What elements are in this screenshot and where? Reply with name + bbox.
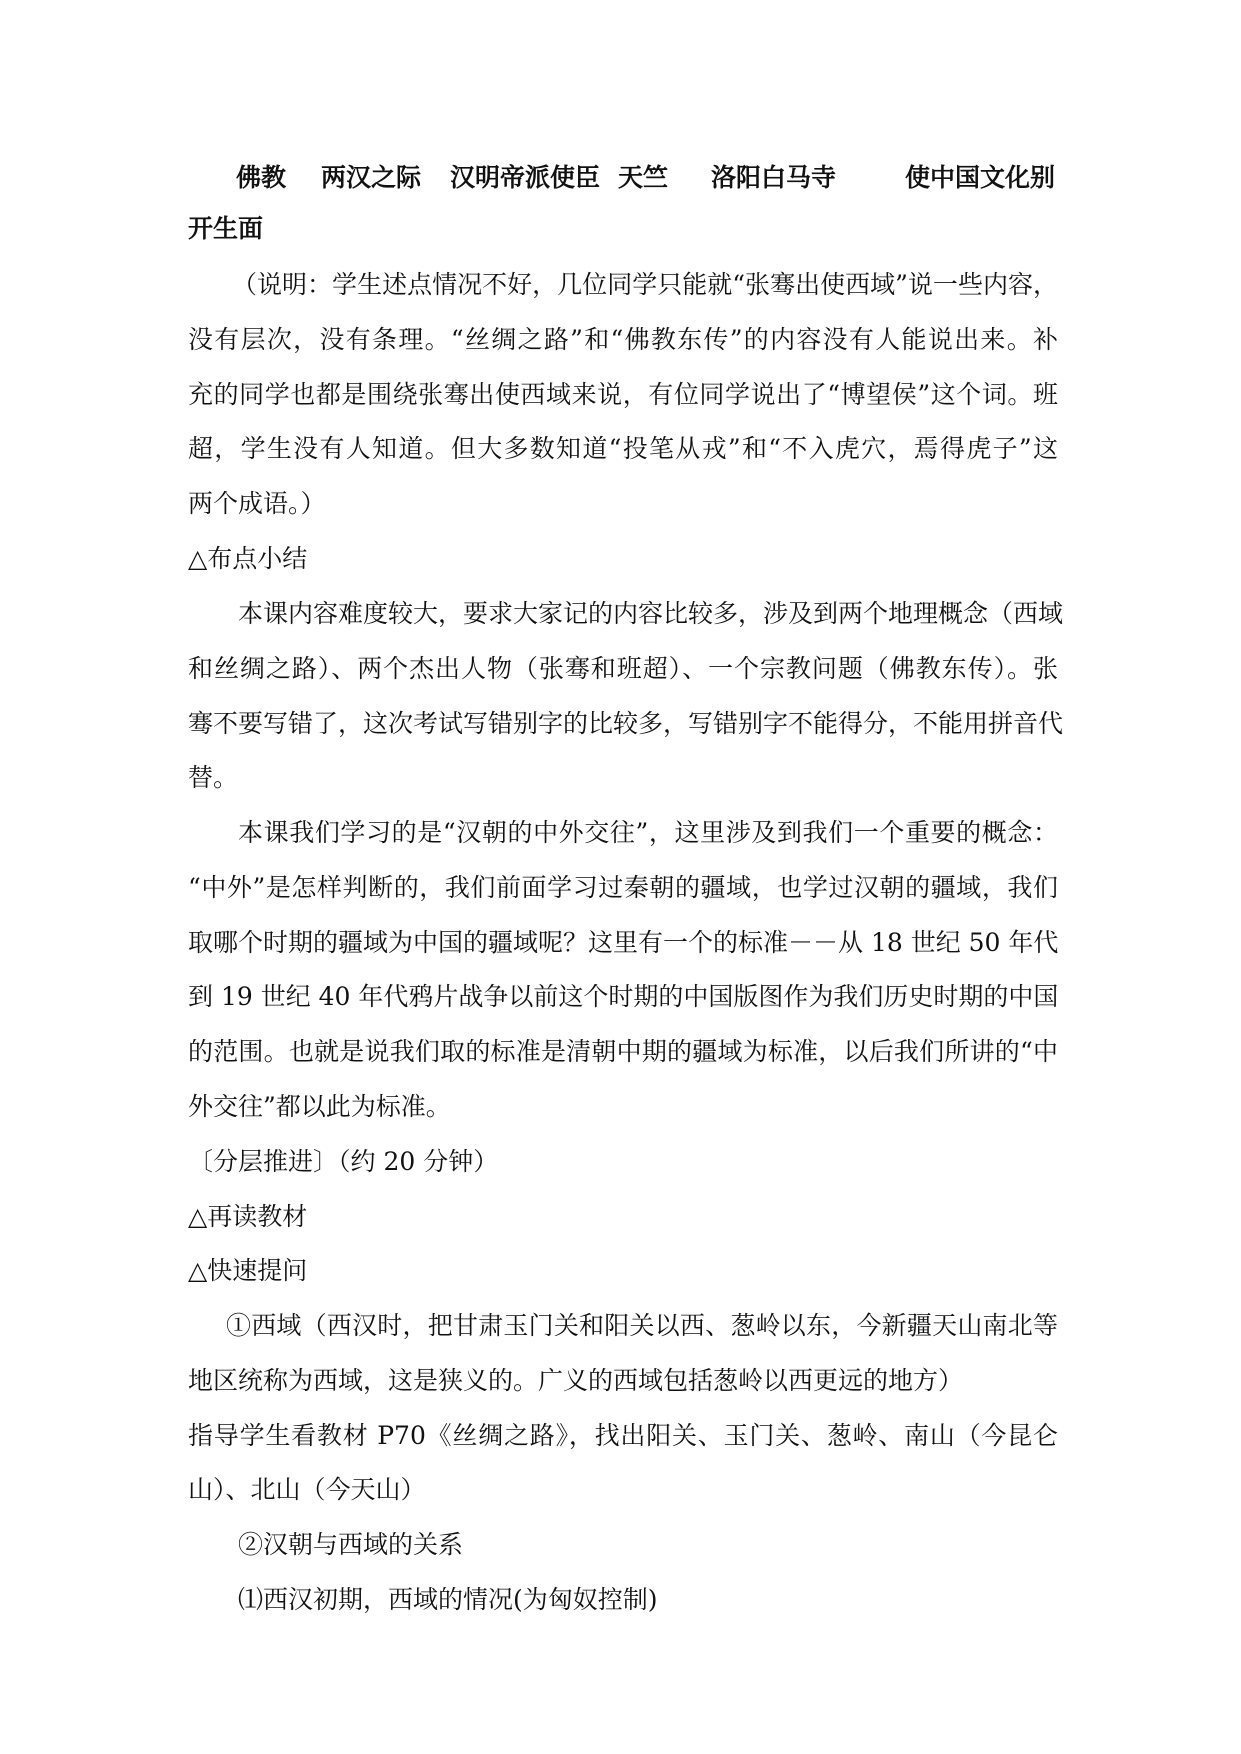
guidance-line: 山）、北山（今天山） [188, 1475, 426, 1504]
heading-part-culture: 使中国文化别 [905, 163, 1056, 192]
note-line: （说明：学生述点情况不好，几位同学只能就“张骞出使西域”说一些内容， [232, 270, 1058, 299]
guidance-line: 指导学生看教材 P70《丝绸之路》，找出阳关、玉门关、葱岭、南山（今昆仑 [188, 1421, 1058, 1450]
step-reread: △再读教材 [188, 1202, 308, 1231]
item-1-line: ①西域（西汉时，把甘肃玉门关和阳关以西、葱岭以东，今新疆天山南北等 [226, 1311, 1058, 1340]
note-line: 没有层次，没有条理。“丝绸之路”和“佛教东传”的内容没有人能说出来。补 [188, 325, 1058, 354]
note-line: 超，学生没有人知道。但大多数知道“投笔从戎”和“不入虎穴，焉得虎子”这 [188, 434, 1058, 463]
summary-p2-line: 到 19 世纪 40 年代鸦片战争以前这个时期的中国版图作为我们历史时期的中国 [188, 982, 1059, 1011]
summary-p2-line: 本课我们学习的是“汉朝的中外交往”，这里涉及到我们一个重要的概念： [238, 818, 1058, 847]
item-2-heading: ②汉朝与西域的关系 [238, 1530, 464, 1559]
note-line: 两个成语。） [188, 489, 326, 518]
summary-p1-line: 替。 [188, 763, 239, 792]
summary-p2-line: “中外”是怎样判断的，我们前面学习过秦朝的疆域，也学过汉朝的疆域，我们 [188, 873, 1058, 902]
heading-part-period: 两汉之际 [321, 163, 422, 192]
summary-p1-line: 和丝绸之路）、两个杰出人物（张骞和班超）、一个宗教问题（佛教东传）。张 [188, 654, 1058, 683]
summary-p2-line: 取哪个时期的疆域为中国的疆域呢？这里有一个的标准－－从 18 世纪 50 年代 [188, 928, 1059, 957]
summary-p2-line: 外交往”都以此为标准。 [188, 1092, 451, 1121]
summary-p1-line: 本课内容难度较大，要求大家记的内容比较多，涉及到两个地理概念（西域 [238, 599, 1064, 628]
summary-p2-line: 的范围。也就是说我们取的标准是清朝中期的疆域为标准，以后我们所讲的“中 [188, 1037, 1058, 1066]
heading-part-buddhism: 佛教 [236, 163, 287, 192]
item-1-line: 地区统称为西域，这是狭义的。广义的西域包括葱岭以西更远的地方） [188, 1366, 964, 1395]
heading-part-temple: 洛阳白马寺 [711, 163, 837, 192]
heading-part-tianzhu: 天竺 [618, 163, 669, 192]
heading-continuation: 开生面 [188, 214, 264, 243]
section-label: 〔分层推进〕（约 20 分钟） [188, 1147, 499, 1176]
item-2-1: ⑴西汉初期，西域的情况(为匈奴控制) [238, 1585, 658, 1614]
step-quick-question: △快速提问 [188, 1256, 308, 1285]
heading-part-emperor: 汉明帝派使臣 [450, 163, 601, 192]
heading-row [188, 160, 1058, 196]
summary-p1-line: 骞不要写错了，这次考试写错别字的比较多，写错别字不能得分，不能用拼音代 [188, 709, 1064, 738]
summary-title: △布点小结 [188, 544, 308, 573]
note-line: 充的同学也都是围绕张骞出使西域来说，有位同学说出了“博望侯”这个词。班 [188, 380, 1058, 409]
